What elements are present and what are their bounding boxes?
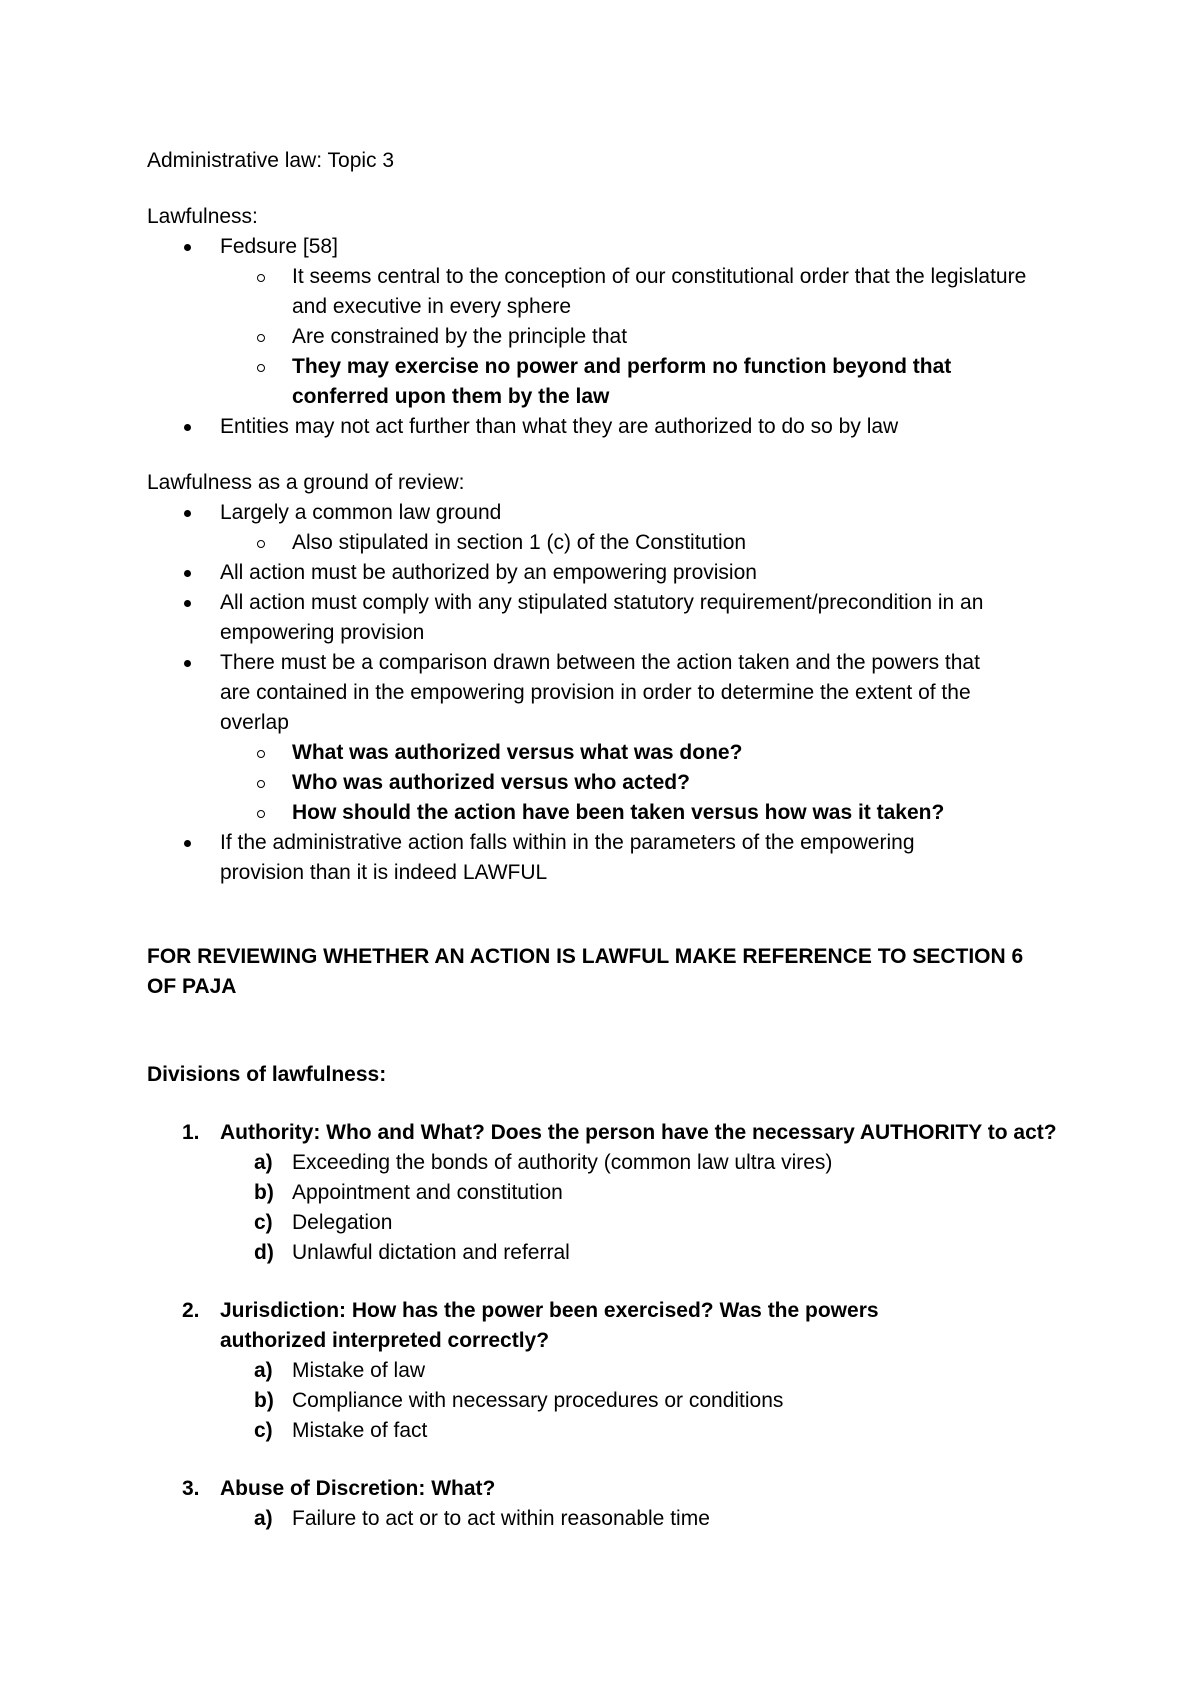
division-item <box>147 1296 960 1356</box>
bullet-icon <box>184 244 191 251</box>
sub-division-item <box>147 1238 1067 1268</box>
circle-bullet-icon <box>257 780 265 788</box>
division-number: 1. <box>182 1121 200 1144</box>
list-item <box>147 352 1012 412</box>
division-number: 2. <box>182 1299 200 1322</box>
sub-item-text: They may exercise no power and perform no function beyond that conferred upon them by the law <box>292 355 952 408</box>
review-item-text: All action must comply with any stipulated statutory requirement/precondition in an empowering provision <box>220 591 984 644</box>
sub-division-text: Mistake of law <box>292 1359 426 1382</box>
list-item <box>147 738 1067 768</box>
sub-division-item <box>147 1356 1067 1386</box>
list-item <box>147 828 960 888</box>
division-item <box>147 1474 1067 1504</box>
list-item <box>147 528 1067 558</box>
entities-text: Entities may not act further than what they are authorized to do so by law <box>220 415 899 438</box>
sub-division-label: c) <box>254 1419 273 1442</box>
circle-bullet-icon <box>257 750 265 758</box>
sub-division-item <box>147 1504 1067 1534</box>
document-page <box>147 146 1067 1534</box>
fedsure-text: Fedsure [58] <box>220 235 338 258</box>
circle-bullet-icon <box>257 364 265 372</box>
sub-division-item <box>147 1416 1067 1446</box>
list-item <box>147 262 1052 322</box>
review-item-text: There must be a comparison drawn between the action taken and the powers that are contained in the empowering provision in order to determine the extent of the overlap <box>220 651 980 734</box>
sub-division-text: Appointment and constitution <box>292 1181 563 1204</box>
list-item <box>147 648 1000 738</box>
divisions-list <box>147 1296 1067 1446</box>
circle-bullet-icon <box>257 810 265 818</box>
sub-item-text: What was authorized versus what was done? <box>292 741 743 764</box>
sub-division-text: Delegation <box>292 1211 393 1234</box>
list-item <box>147 798 1067 828</box>
division-number: 3. <box>182 1477 200 1500</box>
sub-division-text: Compliance with necessary procedures or conditions <box>292 1389 784 1412</box>
divisions-list <box>147 1474 1067 1534</box>
circle-bullet-icon <box>257 274 265 282</box>
document-title: Administrative law: Topic 3 <box>147 149 395 172</box>
list-item <box>147 588 1020 648</box>
sub-division-label: a) <box>254 1507 273 1530</box>
sub-division-text: Mistake of fact <box>292 1419 428 1442</box>
bullet-icon <box>184 570 191 577</box>
lawful-emphasis: LAWFUL <box>462 861 548 884</box>
division-title: Abuse of Discretion: What? <box>220 1477 496 1500</box>
list-item <box>147 768 1067 798</box>
sub-item-text: Also stipulated in section 1 (c) of the Constitution <box>292 531 747 554</box>
sub-division-label: a) <box>254 1359 273 1382</box>
sub-division-item <box>147 1148 1067 1178</box>
circle-bullet-icon <box>257 540 265 548</box>
sub-division-item <box>147 1386 1067 1416</box>
sub-division-label: d) <box>254 1241 274 1264</box>
sub-item-text: Are constrained by the principle that <box>292 325 628 348</box>
divisions-list <box>147 1118 1067 1268</box>
sub-item-text: Who was authorized versus who acted? <box>292 771 690 794</box>
divisions-heading: Divisions of lawfulness: <box>147 1063 387 1086</box>
sub-division-text: Failure to act or to act within reasonable time <box>292 1507 710 1530</box>
list-item <box>147 498 1067 528</box>
sub-division-label: b) <box>254 1181 274 1204</box>
paja-note: FOR REVIEWING WHETHER AN ACTION IS LAWFUL MAKE REFERENCE TO SECTION 6 OF PAJA <box>147 945 1024 998</box>
bullet-icon <box>184 660 191 667</box>
division-title: Jurisdiction: How has the power been exercised? Was the powers authorized interpreted correctly? <box>220 1299 879 1352</box>
division-title: Authority: Who and What? Does the person have the necessary AUTHORITY to act? <box>220 1121 1057 1144</box>
review-item-text: All action must be authorized by an empowering provision <box>220 561 757 584</box>
lawfulness-list <box>147 232 1067 442</box>
bullet-icon <box>184 600 191 607</box>
lawfulness-heading: Lawfulness: <box>147 205 258 228</box>
sub-division-label: a) <box>254 1151 273 1174</box>
review-item-text: If the administrative action falls within in the parameters of the empowering provision than it is indeed <box>220 831 915 884</box>
list-item <box>147 558 1067 588</box>
list-item <box>147 412 1067 442</box>
sub-division-text: Exceeding the bonds of authority (common law ultra vires) <box>292 1151 833 1174</box>
sub-division-item <box>147 1208 1067 1238</box>
list-item <box>147 232 1067 262</box>
sub-item-text: How should the action have been taken versus how was it taken? <box>292 801 945 824</box>
circle-bullet-icon <box>257 334 265 342</box>
sub-division-label: b) <box>254 1389 274 1412</box>
sub-division-label: c) <box>254 1211 273 1234</box>
review-heading: Lawfulness as a ground of review: <box>147 471 465 494</box>
bullet-icon <box>184 840 191 847</box>
bullet-icon <box>184 424 191 431</box>
review-item-text: Largely a common law ground <box>220 501 502 524</box>
sub-division-item <box>147 1178 1067 1208</box>
review-list <box>147 498 1067 888</box>
sub-division-text: Unlawful dictation and referral <box>292 1241 570 1264</box>
bullet-icon <box>184 510 191 517</box>
list-item <box>147 322 1067 352</box>
division-item <box>147 1118 1067 1148</box>
sub-item-text: It seems central to the conception of our constitutional order that the legislature and executive in every sphere <box>292 265 1027 318</box>
